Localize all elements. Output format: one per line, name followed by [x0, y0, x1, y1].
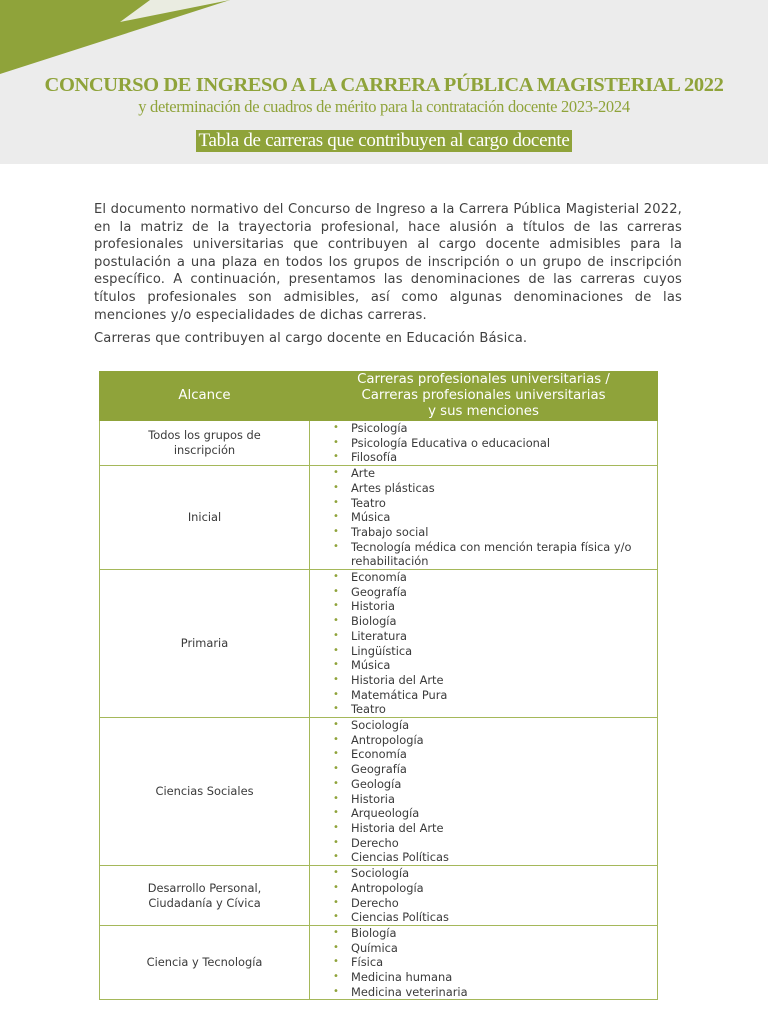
career-item: • Química [333, 941, 657, 956]
career-list [310, 570, 657, 717]
table-row [100, 421, 658, 466]
career-item: • Artes plásticas [333, 481, 657, 496]
careers-cell [310, 718, 658, 866]
careers-cell [310, 866, 658, 926]
scope-label: inscripción [173, 443, 236, 458]
career-list [310, 466, 657, 569]
scope-label: Todos los grupos de [148, 428, 261, 443]
career-item: • Biología [333, 614, 657, 629]
career-item: • Teatro [333, 702, 657, 717]
career-list [310, 421, 657, 465]
career-item: • Biología [333, 926, 657, 941]
career-item: • Geología [333, 777, 657, 792]
scope-cell [100, 718, 310, 866]
career-item: • Arte [333, 466, 657, 481]
career-list [310, 926, 657, 1000]
career-item: • Música [333, 658, 657, 673]
scope-label: Desarrollo Personal, [147, 880, 262, 895]
career-item: • Derecho [333, 896, 657, 911]
career-item: • Sociología [333, 866, 657, 881]
table-row [100, 466, 658, 570]
scope-cell [100, 866, 310, 926]
career-item: • Lingüística [333, 644, 657, 659]
career-item: • Antropología [333, 733, 657, 748]
table-header-row [100, 372, 658, 421]
career-list [310, 718, 657, 865]
table-row [100, 718, 658, 866]
career-item: • Psicología [333, 421, 657, 436]
intro-paragraph: El documento normativo del Concurso de Ingreso a la Carrera Pública Magisterial 2022, en la matriz de la trayectoria profesional, hace alusión a títulos de las carreras profesionales universitarias que contribuyen al cargo docente admisibles para la postulación a una plaza en todos los grupos de inscripción o un grupo de inscripción específico. A continuación, presentamos las denominaciones de las carreras cuyos títulos profesionales son admisibles, así como algunas denominaciones de las menciones y/o especialidades de dichas carreras. [94, 202, 682, 323]
career-item: • Economía [333, 747, 657, 762]
main-title: CONCURSO DE INGRESO A LA CARRERA PÚBLICA MAGISTERIAL 2022 [44, 74, 724, 96]
scope-cell [100, 570, 310, 718]
header-careers-line3: y sus menciones [428, 404, 539, 419]
career-item: • Física [333, 955, 657, 970]
table-row [100, 866, 658, 926]
career-item: • Geografía [333, 585, 657, 600]
career-item: • Arqueología [333, 806, 657, 821]
scope-label: Ciencias Sociales [155, 784, 254, 799]
scope-label: Inicial [187, 510, 222, 525]
sub-title: y determinación de cuadros de mérito para la contratación docente 2023-2024 [138, 97, 630, 116]
scope-cell [100, 925, 310, 1000]
scope-label: Primaria [180, 636, 229, 651]
career-item: • Trabajo social [333, 525, 657, 540]
career-list [310, 866, 657, 925]
career-item: • Ciencias Políticas [333, 850, 657, 865]
table-row [100, 570, 658, 718]
career-item: • Historia del Arte [333, 673, 657, 688]
career-item: • Antropología [333, 881, 657, 896]
career-item: • Matemática Pura [333, 688, 657, 703]
scope-cell [100, 466, 310, 570]
scope-label: Ciencia y Tecnología [146, 955, 263, 970]
career-item: • Música [333, 510, 657, 525]
career-item: • Economía [333, 570, 657, 585]
career-item: • Filosofía [333, 450, 657, 465]
careers-cell [310, 925, 658, 1000]
header-alcance: Alcance [100, 372, 310, 421]
career-item: • Historia [333, 792, 657, 807]
scope-label: Ciudadanía y Cívica [148, 895, 261, 910]
table-heading: Tabla de carreras que contribuyen al cargo docente [198, 130, 570, 151]
table-row [100, 925, 658, 1000]
career-item: • Ciencias Políticas [333, 910, 657, 925]
career-item: • Literatura [333, 629, 657, 644]
career-item: • Sociología [333, 718, 657, 733]
career-item: • Historia del Arte [333, 821, 657, 836]
careers-table [99, 371, 658, 1000]
career-item: • Tecnología médica con mención terapia física y/o rehabilitación [333, 540, 657, 569]
header-careers [310, 372, 658, 421]
career-item: • Derecho [333, 836, 657, 851]
career-item: • Teatro [333, 496, 657, 511]
corner-decoration [0, 0, 230, 74]
table-body [100, 421, 658, 1000]
careers-cell [310, 421, 658, 466]
header-careers-line2: Carreras profesionales universitarias [361, 388, 606, 403]
career-item: • Medicina veterinaria [333, 985, 657, 1000]
careers-cell [310, 570, 658, 718]
careers-cell [310, 466, 658, 570]
career-item: • Historia [333, 599, 657, 614]
table-caption: Carreras que contribuyen al cargo docente en Educación Básica. [94, 331, 528, 346]
career-item: • Psicología Educativa o educacional [333, 436, 657, 451]
career-item: • Geografía [333, 762, 657, 777]
scope-cell [100, 421, 310, 466]
career-item: • Medicina humana [333, 970, 657, 985]
header-careers-line1: Carreras profesionales universitarias / [357, 372, 610, 387]
